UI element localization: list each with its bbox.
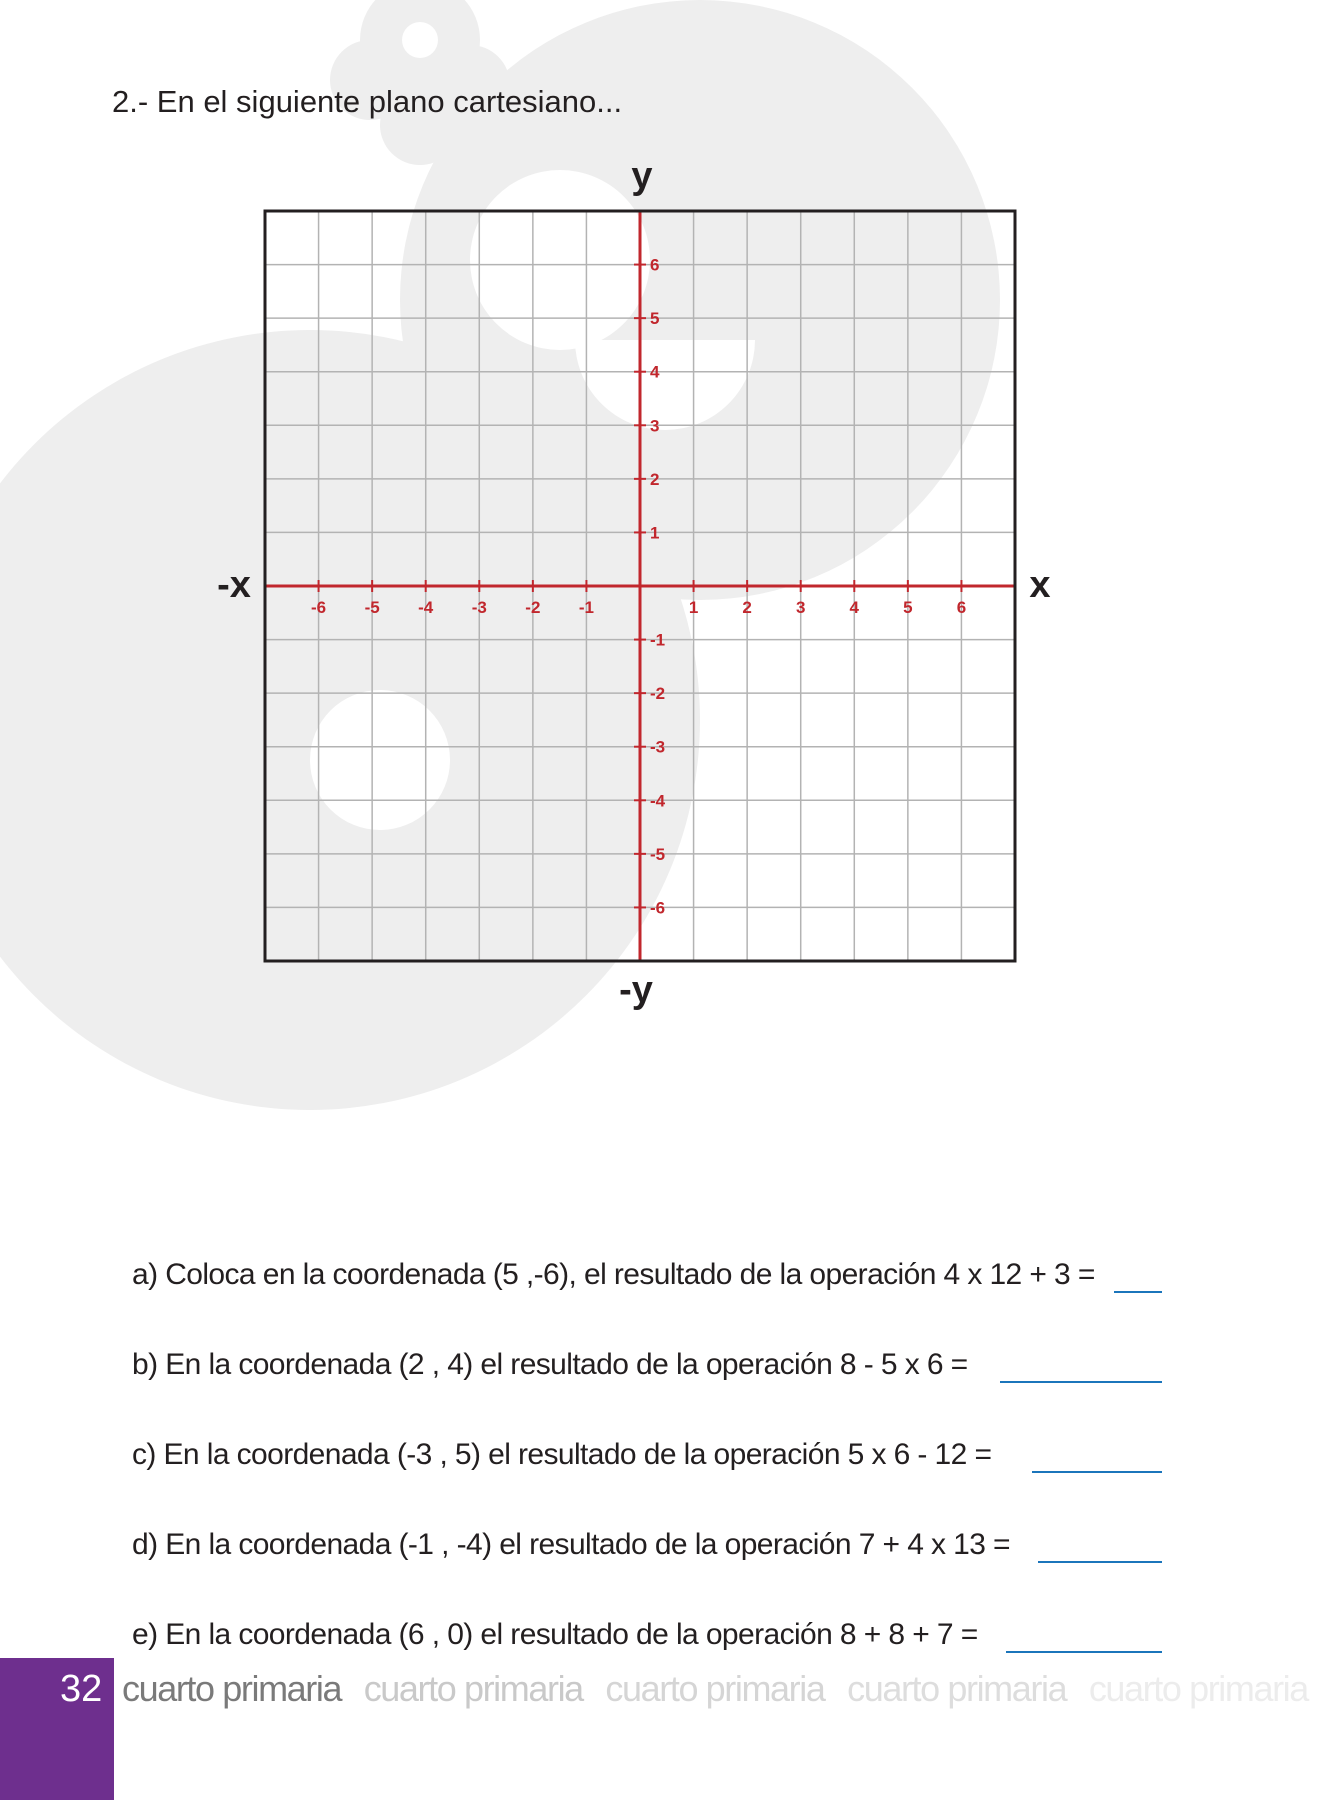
answer-blank-b[interactable] [1000,1381,1162,1383]
axis-label-y-negative: -y [619,969,653,1011]
y-tick-label: 4 [650,362,660,382]
y-tick-label: 1 [650,523,660,543]
axes [265,211,1015,961]
question-d: d) En la coordenada (-1 , -4) el resultado de la operación 7 + 4 x 13 = [132,1528,1010,1561]
x-tick-label: 1 [688,598,699,617]
y-tick-label: -5 [650,844,666,864]
y-tick-label: -1 [650,630,666,650]
x-tick-label: 4 [849,598,860,617]
question-a: a) Coloca en la coordenada (5 ,-6), el resultado de la operación 4 x 12 + 3 = [132,1258,1095,1291]
x-tick-label: -6 [311,598,327,617]
footer-word: cuarto primaria [847,1668,1067,1709]
footer-word: cuarto primaria [605,1668,825,1709]
x-tick-label: -3 [471,598,487,617]
axis-label-x-negative: -x [217,564,251,606]
x-tick-label: -2 [525,598,541,617]
exercise-heading: 2.- En el siguiente plano cartesiano... [112,84,623,119]
page-number: 32 [60,1668,103,1710]
footer-word: cuarto primaria [363,1668,583,1709]
y-tick-label: 6 [650,255,660,275]
x-tick-label: -4 [418,598,434,617]
y-tick-label: -3 [650,737,666,757]
y-tick-label: 5 [650,309,660,329]
x-tick-label: 3 [795,598,806,617]
y-tick-label: 3 [650,416,660,436]
x-tick-label: -1 [578,598,594,617]
answer-blank-c[interactable] [1032,1471,1162,1473]
x-tick-label: 5 [903,598,913,617]
x-tick-label: 2 [742,598,752,617]
y-tick-label: -6 [650,898,666,918]
footer-word: cuarto primaria [1088,1668,1308,1709]
y-tick-label: -4 [650,791,666,811]
x-tick-label: -5 [364,598,380,617]
footer-grade-band [122,1668,1308,1718]
y-tick-label: 2 [650,469,660,489]
question-c: c) En la coordenada (-3 , 5) el resultado de la operación 5 x 6 - 12 = [132,1438,992,1471]
answer-blank-a[interactable] [1114,1291,1162,1293]
axis-label-x-positive: x [1029,564,1051,606]
answer-blank-e[interactable] [1006,1651,1162,1653]
y-tick-label: -2 [650,684,666,704]
x-tick-label: 6 [956,598,967,617]
cartesian-plane [210,150,1070,1020]
question-b: b) En la coordenada (2 , 4) el resultado de la operación 8 - 5 x 6 = [132,1348,968,1381]
question-e: e) En la coordenada (6 , 0) el resultado de la operación 8 + 8 + 7 = [132,1618,978,1651]
footer-word: cuarto primaria [122,1668,342,1709]
answer-blank-d[interactable] [1038,1561,1162,1563]
axis-label-y-positive: y [631,155,653,197]
